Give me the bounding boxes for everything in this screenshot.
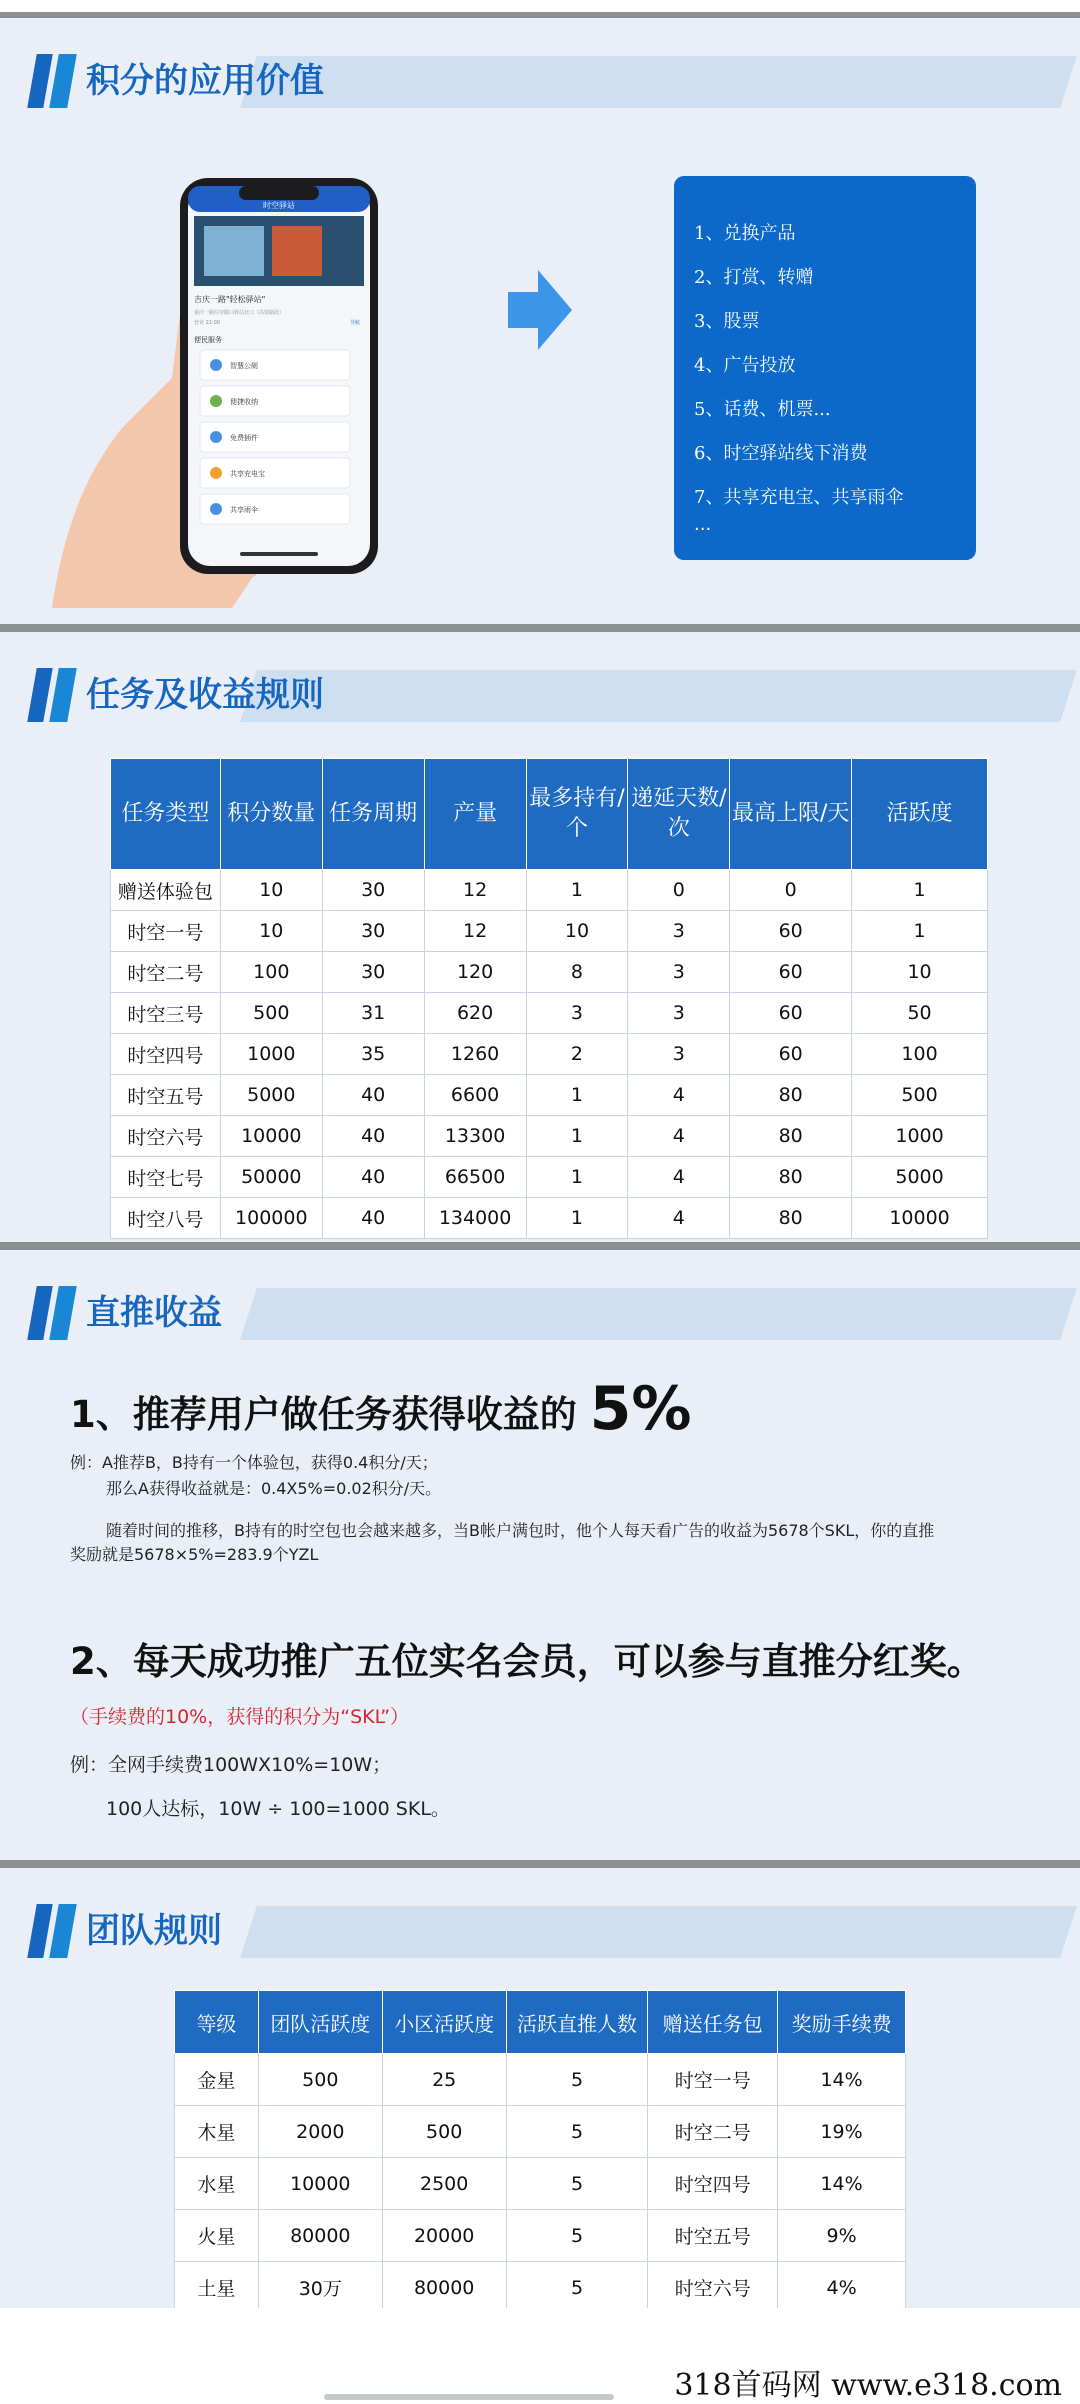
phone-service-card (200, 350, 350, 380)
column-header: 任务类型 (111, 759, 221, 870)
table-cell: 5 (506, 2210, 648, 2262)
table-cell: 5 (506, 2262, 648, 2309)
section-points-value (0, 18, 1080, 624)
section-title: 直推收益 (86, 1293, 222, 1333)
list-item: 5、话费、机票... (694, 399, 831, 420)
section-header (0, 632, 1080, 742)
table-cell: 100 (220, 952, 322, 993)
rule-1-text: 1、推荐用户做任务获得收益的 (70, 1393, 577, 1436)
table-cell: 10000 (220, 1116, 322, 1157)
table-cell: 80 (730, 1075, 852, 1116)
phone-service-card (200, 494, 350, 524)
table-header-row (175, 1991, 906, 2054)
table-cell: 500 (258, 2054, 382, 2106)
table-cell: 2 (526, 1034, 628, 1075)
rule-2-heading: 2、每天成功推广五位实名会员，可以参与直推分红奖。 (70, 1640, 984, 1683)
table-cell: 1 (526, 870, 628, 911)
table-row (111, 1157, 988, 1198)
table-cell: 9% (778, 2210, 906, 2262)
phone-banner-part-2 (272, 226, 322, 276)
team-rules-table (174, 1990, 906, 2308)
table-cell: 12 (424, 911, 526, 952)
table-cell: 80000 (382, 2262, 506, 2309)
table-cell: 50000 (220, 1157, 322, 1198)
table-cell: 1 (526, 1157, 628, 1198)
phone-services-title: 便民服务 (194, 336, 222, 344)
table-cell: 14% (778, 2158, 906, 2210)
table-cell: 1 (526, 1198, 628, 1239)
phone-service-label: 共享充电宝 (230, 470, 265, 478)
header-accent-bar (27, 1904, 53, 1958)
table-cell: 80 (730, 1116, 852, 1157)
table-row (111, 952, 988, 993)
phone-service-card (200, 386, 350, 416)
table-cell: 80 (730, 1157, 852, 1198)
table-cell: 时空五号 (648, 2210, 778, 2262)
table-row (175, 2054, 906, 2106)
table-cell: 10 (852, 952, 988, 993)
table-cell: 土星 (175, 2262, 259, 2309)
phone-home-indicator (240, 552, 318, 556)
table-cell: 1000 (852, 1116, 988, 1157)
column-header: 递延天数/次 (628, 759, 730, 870)
service-icon (210, 359, 222, 371)
table-cell: 10 (220, 911, 322, 952)
column-header: 积分数量 (220, 759, 322, 870)
header-band (240, 1288, 1077, 1340)
phone-service-label: 智慧公厕 (230, 362, 258, 370)
example-2-line-2: 100人达标，10W ÷ 100=1000 SKL。 (106, 1798, 450, 1820)
table-cell: 5 (506, 2158, 648, 2210)
phone-nav: 导航 (350, 320, 361, 326)
table-row (111, 993, 988, 1034)
table-row (175, 2158, 906, 2210)
table-cell: 时空五号 (111, 1075, 221, 1116)
table-body (111, 870, 988, 1239)
table-cell: 19% (778, 2106, 906, 2158)
table-cell: 4 (628, 1157, 730, 1198)
example-1-line-2: 那么A获得收益就是：0.4X5%=0.02积分/天。 (106, 1479, 442, 1498)
list-item: 2、打赏、转赠 (694, 267, 814, 288)
phone-banner-part (204, 226, 264, 276)
table-cell: 6600 (424, 1075, 526, 1116)
table-cell: 4% (778, 2262, 906, 2309)
phone-app-title: 时空驿站 (263, 201, 295, 210)
table-cell: 2000 (258, 2106, 382, 2158)
service-icon (210, 467, 222, 479)
table-cell: 10 (220, 870, 322, 911)
header-accent-bar-2 (49, 1904, 77, 1958)
table-cell: 10000 (258, 2158, 382, 2210)
phone-notch (239, 186, 319, 200)
phone-location: 吉庆一路"轻松驿站" (194, 295, 266, 304)
table-cell: 10 (526, 911, 628, 952)
header-accent-bar-2 (49, 668, 77, 722)
table-cell: 5000 (220, 1075, 322, 1116)
table-cell: 40 (322, 1075, 424, 1116)
table-cell: 100 (852, 1034, 988, 1075)
section-title: 任务及收益规则 (86, 675, 324, 715)
section-team-rules (0, 1868, 1080, 2308)
footer (0, 2308, 1080, 2403)
table-cell: 14% (778, 2054, 906, 2106)
table-cell: 134000 (424, 1198, 526, 1239)
example-1-paragraph-2: 奖励就是5678×5%=283.9个YZL (70, 1545, 319, 1564)
table-cell: 13300 (424, 1116, 526, 1157)
table-cell: 时空二号 (111, 952, 221, 993)
table-cell: 30万 (258, 2262, 382, 2309)
table-cell: 120 (424, 952, 526, 993)
header-band (240, 56, 1077, 108)
table-cell: 时空六号 (111, 1116, 221, 1157)
scroll-indicator (324, 2394, 614, 2400)
table-row (111, 1198, 988, 1239)
section-title: 团队规则 (86, 1911, 222, 1951)
header-band (240, 670, 1077, 722)
section-header (0, 1250, 1080, 1360)
header-accent-bar-2 (49, 1286, 77, 1340)
table-cell: 31 (322, 993, 424, 1034)
table-cell: 0 (628, 870, 730, 911)
hand-holding-phone-illustration (32, 178, 392, 608)
table-row (111, 1116, 988, 1157)
section-direct-referral (0, 1250, 1080, 1860)
list-item: 1、兑换产品 (694, 223, 796, 244)
service-icon (210, 431, 222, 443)
section-header (0, 18, 1080, 128)
table-cell: 金星 (175, 2054, 259, 2106)
phone-service-list (200, 350, 350, 524)
example-1-line-1: 例：A推荐B，B持有一个体验包，获得0.4积分/天； (70, 1453, 438, 1472)
table-cell: 赠送体验包 (111, 870, 221, 911)
table-row (111, 1034, 988, 1075)
table-cell: 1 (852, 870, 988, 911)
table-cell: 60 (730, 1034, 852, 1075)
table-cell: 3 (628, 952, 730, 993)
table-cell: 3 (628, 1034, 730, 1075)
table-cell: 500 (220, 993, 322, 1034)
table-cell: 3 (628, 911, 730, 952)
site-watermark: 318首码网 www.e318.com (674, 2368, 1062, 2403)
table-cell: 40 (322, 1116, 424, 1157)
column-header: 产量 (424, 759, 526, 870)
phone-address: 重庆一路往旁路口驿站北口（高铁路段） (194, 310, 285, 316)
table-body (175, 2054, 906, 2309)
column-header: 团队活跃度 (258, 1991, 382, 2054)
table-cell: 1 (526, 1116, 628, 1157)
phone-service-label: 免费插件 (230, 434, 258, 442)
table-cell: 60 (730, 911, 852, 952)
list-item: 4、广告投放 (694, 355, 796, 376)
table-cell: 60 (730, 993, 852, 1034)
phone-hours: 营业 22:00 (194, 320, 220, 326)
list-ellipsis: ... (694, 514, 712, 535)
rule-1-percent: 5% (589, 1374, 692, 1444)
table-cell: 5000 (852, 1157, 988, 1198)
table-cell: 8 (526, 952, 628, 993)
header-accent-bar (27, 54, 53, 108)
column-header: 最高上限/天 (730, 759, 852, 870)
table-cell: 1 (852, 911, 988, 952)
column-header: 最多持有/个 (526, 759, 628, 870)
table-row (175, 2210, 906, 2262)
points-uses-box (674, 176, 976, 560)
column-header: 赠送任务包 (648, 1991, 778, 2054)
table-cell: 66500 (424, 1157, 526, 1198)
table-cell: 500 (382, 2106, 506, 2158)
phone-service-label: 便捷收纳 (230, 398, 258, 406)
table-cell: 时空四号 (648, 2158, 778, 2210)
points-uses-list (674, 176, 976, 520)
table-cell: 时空二号 (648, 2106, 778, 2158)
table-cell: 500 (852, 1075, 988, 1116)
table-cell: 时空七号 (111, 1157, 221, 1198)
table-cell: 时空六号 (648, 2262, 778, 2309)
table-cell: 80000 (258, 2210, 382, 2262)
table-cell: 时空四号 (111, 1034, 221, 1075)
list-item: 7、共享充电宝、共享雨伞 (694, 487, 904, 508)
header-accent-bar-2 (49, 54, 77, 108)
phone-service-card (200, 458, 350, 488)
service-icon (210, 395, 222, 407)
table-cell: 2500 (382, 2158, 506, 2210)
section-header (0, 1868, 1080, 1978)
example-2-line-1: 例：全网手续费100WX10%=10W； (70, 1754, 392, 1776)
table-cell: 4 (628, 1075, 730, 1116)
arrow-right-icon (508, 270, 572, 350)
table-cell: 30 (322, 952, 424, 993)
table-cell: 水星 (175, 2158, 259, 2210)
table-cell: 0 (730, 870, 852, 911)
header-accent-bar (27, 668, 53, 722)
table-cell: 时空八号 (111, 1198, 221, 1239)
table-cell: 10000 (852, 1198, 988, 1239)
table-cell: 木星 (175, 2106, 259, 2158)
list-item: 6、时空驿站线下消费 (694, 443, 868, 464)
table-cell: 50 (852, 993, 988, 1034)
table-cell: 5 (506, 2054, 648, 2106)
table-cell: 35 (322, 1034, 424, 1075)
table-cell: 3 (628, 993, 730, 1034)
table-cell: 1 (526, 1075, 628, 1116)
list-item: 3、股票 (694, 311, 760, 332)
column-header: 活跃度 (852, 759, 988, 870)
table-cell: 40 (322, 1198, 424, 1239)
task-rules-table (110, 758, 988, 1239)
section-task-rules (0, 632, 1080, 1242)
column-header: 活跃直推人数 (506, 1991, 648, 2054)
section-title: 积分的应用价值 (86, 61, 324, 101)
table-row (175, 2106, 906, 2158)
table-cell: 100000 (220, 1198, 322, 1239)
column-header: 任务周期 (322, 759, 424, 870)
table-cell: 620 (424, 993, 526, 1034)
phone-service-card (200, 422, 350, 452)
column-header: 小区活跃度 (382, 1991, 506, 2054)
table-cell: 30 (322, 911, 424, 952)
table-row (111, 870, 988, 911)
header-band (240, 1906, 1077, 1958)
table-row (175, 2262, 906, 2309)
table-row (111, 1075, 988, 1116)
divider (0, 1860, 1080, 1868)
table-cell: 4 (628, 1116, 730, 1157)
table-cell: 1000 (220, 1034, 322, 1075)
table-cell: 5 (506, 2106, 648, 2158)
table-cell: 火星 (175, 2210, 259, 2262)
table-cell: 40 (322, 1157, 424, 1198)
service-icon (210, 503, 222, 515)
table-cell: 25 (382, 2054, 506, 2106)
table-cell: 60 (730, 952, 852, 993)
table-cell: 12 (424, 870, 526, 911)
table-cell: 3 (526, 993, 628, 1034)
table-cell: 时空一号 (111, 911, 221, 952)
column-header: 奖励手续费 (778, 1991, 906, 2054)
table-cell: 时空一号 (648, 2054, 778, 2106)
table-cell: 时空三号 (111, 993, 221, 1034)
table-row (111, 911, 988, 952)
divider (0, 1242, 1080, 1250)
header-accent-bar (27, 1286, 53, 1340)
example-1-paragraph: 随着时间的推移，B持有的时空包也会越来越多，当B帐户满包时，他个人每天看广告的收益为5678个SKL，你的直推 (106, 1521, 935, 1540)
table-cell: 4 (628, 1198, 730, 1239)
table-cell: 80 (730, 1198, 852, 1239)
fee-note: （手续费的10%，获得的积分为“SKL”） (70, 1706, 410, 1728)
column-header: 等级 (175, 1991, 259, 2054)
table-cell: 30 (322, 870, 424, 911)
divider (0, 624, 1080, 632)
table-cell: 1260 (424, 1034, 526, 1075)
rule-1-heading (70, 1374, 692, 1450)
phone-service-label: 共享雨伞 (230, 506, 258, 514)
table-header-row (111, 759, 988, 870)
table-cell: 20000 (382, 2210, 506, 2262)
